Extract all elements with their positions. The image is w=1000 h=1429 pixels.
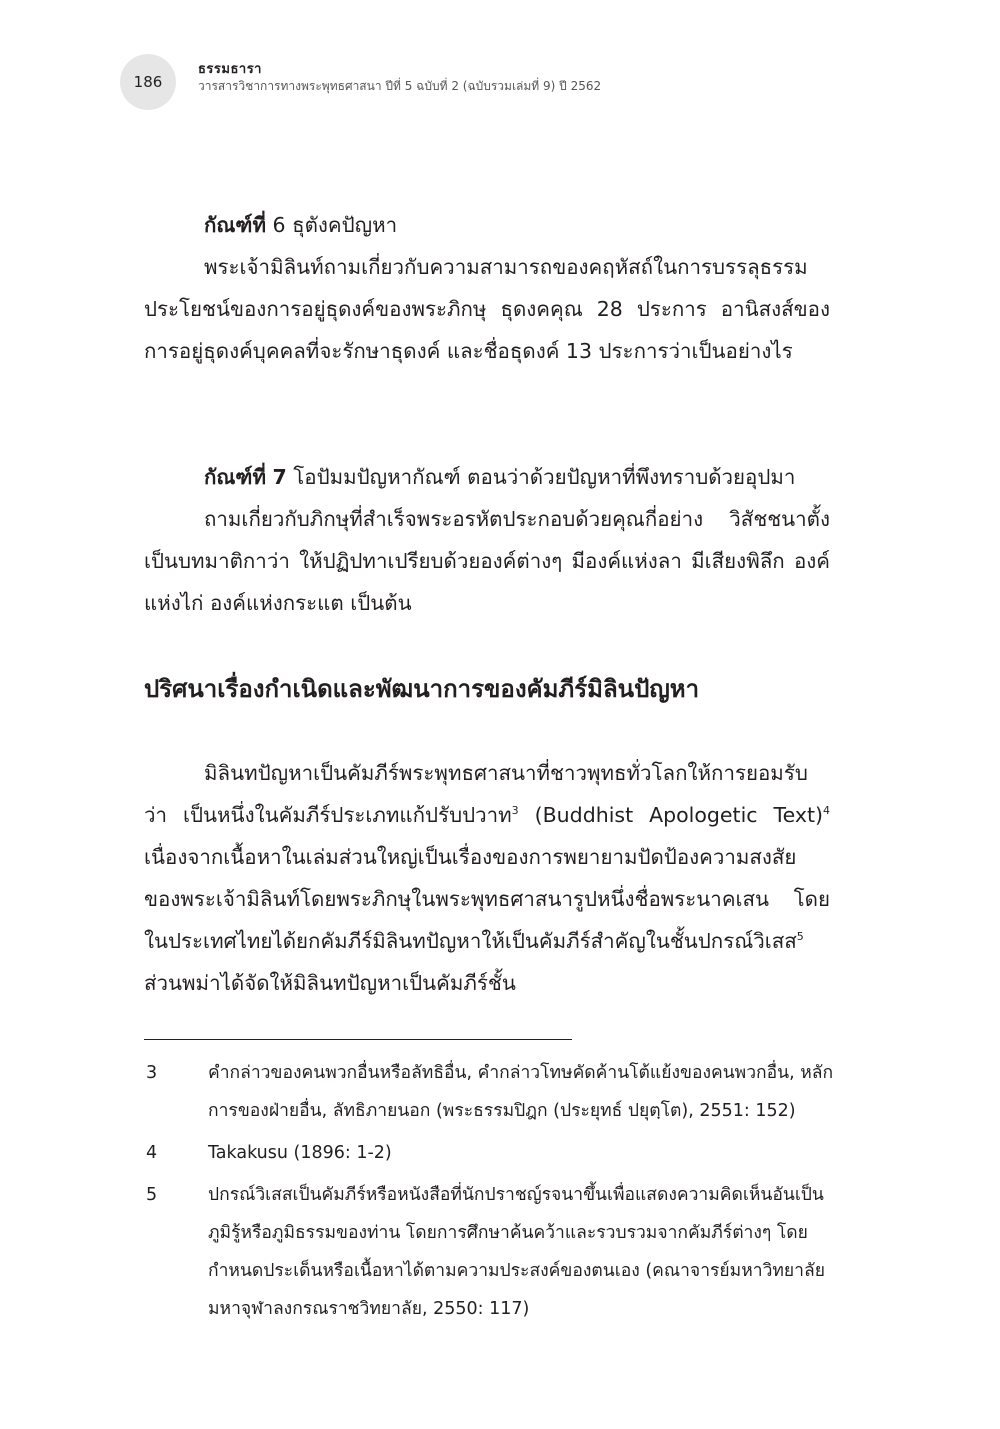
kanda-7-title: โอปัมมปัญหากัณฑ์ ตอนว่าด้วยปัญหาที่พึงทราบด้วยอุปมา — [293, 465, 796, 489]
section-heading: ปริศนาเรื่องกำเนิดและพัฒนาการของคัมภีร์มิลินปัญหา — [144, 675, 700, 703]
footnote-ref-3: 3 — [511, 804, 519, 818]
section-paragraph — [144, 752, 830, 1004]
section-text-part-4: ส่วนพม่าได้จัดให้มิลินทปัญหาเป็นคัมภีร์ชั้น — [144, 971, 516, 995]
kanda-6-number: 6 — [272, 213, 286, 237]
footnote-ref-5: 5 — [796, 930, 804, 944]
footnote-text: Takakusu (1896: 1-2) — [208, 1143, 392, 1163]
kanda-7-label: กัณฑ์ที่ — [204, 465, 266, 489]
footnote-text: คำกล่าวของคนพวกอื่นหรือลัทธิอื่น, คำกล่าวโทษคัดค้านโต้แย้งของคนพวกอื่น, หลักการของฝ่ายอื่น, ลัทธิภายนอก (พระธรรมปิฎก (ประยุทธ์ ปยุตฺโต), 2551: 152) — [208, 1063, 834, 1121]
footnote-5 — [144, 1176, 834, 1328]
footnote-divider — [144, 1039, 572, 1040]
kanda-6-label: กัณฑ์ที่ — [204, 213, 266, 237]
section-text-part-1: มิลินทปัญหาเป็นคัมภีร์พระพุทธศาสนาที่ชาวพุทธทั่วโลกให้การยอมรับว่า เป็นหนึ่งในคัมภีร์ประเภทแก้ปรับปวาท — [144, 761, 808, 827]
page-number-text: 186 — [133, 73, 163, 91]
kanda-6-body: พระเจ้ามิลินท์ถามเกี่ยวกับความสามารถของคฤหัสถ์ในการบรรลุธรรม ประโยชน์ของการอยู่ธุดงค์ของพระภิกษุ ธุดงคคุณ 28 ประการ อานิสงส์ของการอยู่ธุดงค์บุคคลที่จะรักษาธุดงค์ และชื่อธุดงค์ 13 ประการว่าเป็นอย่างไร — [144, 255, 830, 363]
kanda-6-title: ธุตังคปัญหา — [292, 213, 398, 237]
section-body — [144, 752, 830, 1004]
footnote-number: 3 — [146, 1063, 158, 1083]
footnote-text: ปกรณ์วิเสสเป็นคัมภีร์หรือหนังสือที่นักปราชญ์รจนาขึ้นเพื่อแสดงความคิดเห็นอันเป็นภูมิรู้หรือภูมิธรรมของท่าน โดยการศึกษาค้นคว้าและรวบรวมจากคัมภีร์ต่างๆ โดยกำหนดประเด็นหรือเนื้อหาได้ตามความประสงค์ของตนเอง (คณาจารย์มหาวิทยาลัยมหาจุฬาลงกรณราชวิทยาลัย, 2550: 117) — [208, 1185, 825, 1319]
kanda-6-heading — [144, 204, 830, 246]
section-text-part-2: (Buddhist Apologetic Text) — [518, 803, 823, 827]
kanda-7-body: ถามเกี่ยวกับภิกษุที่สำเร็จพระอรหัตประกอบด้วยคุณกี่อย่าง วิสัชชนาตั้งเป็นบทมาติกาว่า ให้ปฏิปทาเปรียบด้วยองค์ต่างๆ มีองค์แห่งลา มีเสียงพิลึก องค์แห่งไก่ องค์แห่งกระแต เป็นต้น — [144, 507, 830, 615]
footnote-number: 4 — [146, 1143, 158, 1163]
footnote-number: 5 — [146, 1185, 158, 1205]
kanda-7-number: 7 — [272, 465, 287, 489]
running-header — [198, 62, 601, 94]
journal-name: ธรรมธารา — [198, 62, 262, 77]
footnote-4 — [144, 1134, 834, 1172]
footnote-3 — [144, 1054, 834, 1130]
section-text-part-3: เนื่องจากเนื้อหาในเล่มส่วนใหญ่เป็นเรื่องของการพยายามปัดป้องความสงสัยของพระเจ้ามิลินท์โดยพระภิกษุในพระพุทธศาสนารูปหนึ่งชื่อพระนาคเสน โดยในประเทศไทยได้ยกคัมภีร์มิลินทปัญหาให้เป็นคัมภีร์สำคัญในชั้นปกรณ์วิเสส — [144, 845, 830, 953]
kanda-7-section — [144, 456, 830, 624]
footnote-ref-4: 4 — [823, 804, 830, 818]
kanda-7-heading — [144, 456, 830, 498]
page-number — [120, 54, 176, 110]
footnotes — [144, 1054, 834, 1332]
journal-issue: วารสารวิชาการทางพระพุทธศาสนา ปีที่ 5 ฉบับที่ 2 (ฉบับรวมเล่มที่ 9) ปี 2562 — [198, 78, 602, 93]
kanda-6-section — [144, 204, 830, 372]
